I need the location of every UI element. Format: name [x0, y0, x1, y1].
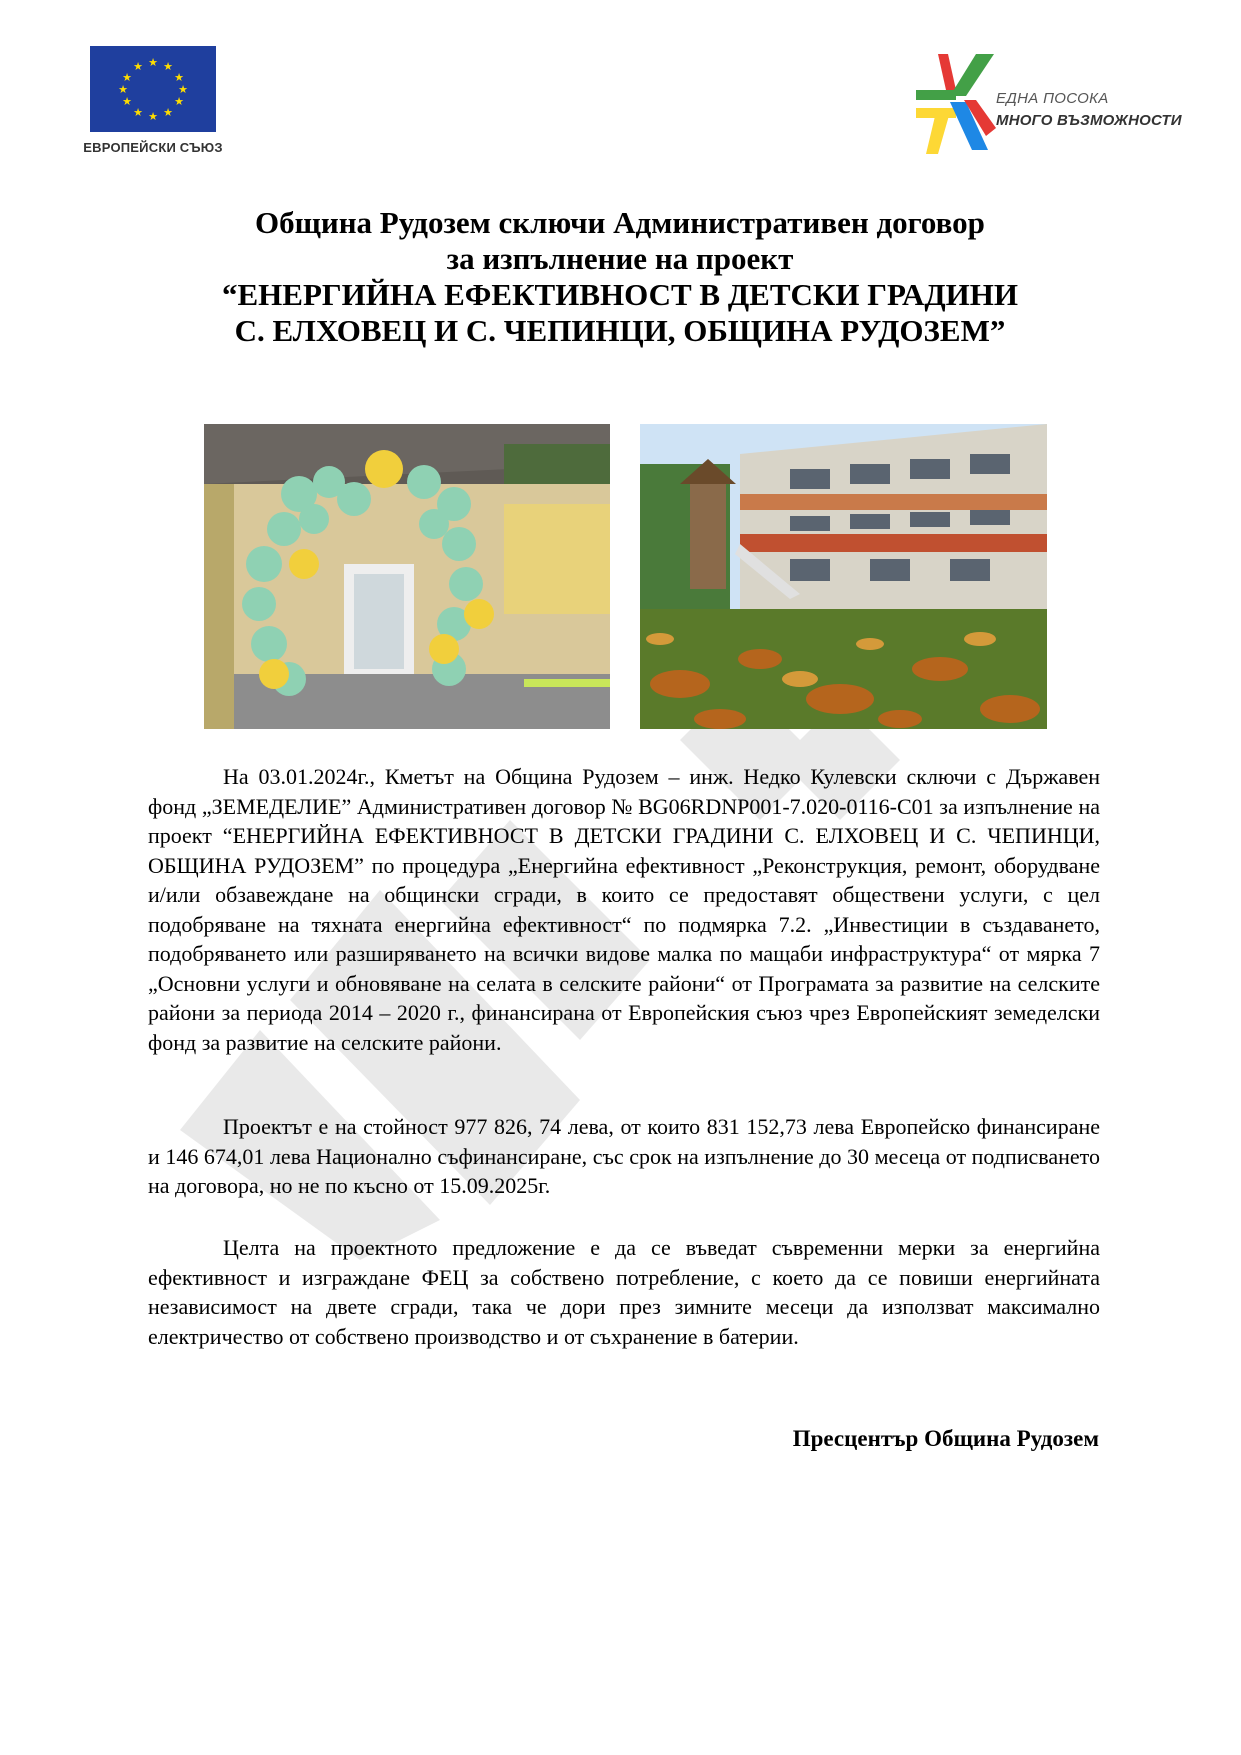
svg-text:★: ★ — [163, 60, 173, 73]
kindergarten-balloon-photo — [204, 424, 610, 729]
svg-text:★: ★ — [174, 71, 184, 84]
paragraph-contract-details: На 03.01.2024г., Кметът на Община Рудозем – инж. Недко Кулевски сключи с Държавен фонд „ЗЕМЕДЕЛИЕ” Административен договор № BG06RDNP001-7.020-0116-C01 за изпълнение на проект “ЕНЕРГИЙНА ЕФЕКТИВНОСТ В ДЕТСКИ ГРАДИНИ С. ЕЛХОВЕЦ И С. ЧЕПИНЦИ, ОБЩИНА РУДОЗЕМ” по процедура „Енергийна ефективност „Реконструкция, ремонт, оборудване и/или обзавеждане на общински сгради, в които се предоставят обществени услуги, с цел подобряване на тяхната енергийна ефективност“ по подмярка 7.2. „Инвестиции в създаването, подобряването или разширяването на всички видове малка по мащаби инфраструктура“ от мярка 7 „Основни услуги и обновяване на селата в селските райони“ от Програмата за развитие на селските райони за периода 2014 – 2020 г., финансирана от Европейския съюз чрез Европейският земеделски фонд за развитие на селските райони. — [148, 764, 1100, 1055]
svg-text:★: ★ — [133, 60, 143, 73]
eu-caption: ЕВРОПЕЙСКИ СЪЮЗ — [83, 140, 223, 155]
paragraph-project-goal: Целта на проектното предложение е да се въведат съвременни мерки за енергийна ефективност и изграждане ФЕЦ за собствено потребление, с което да се повиши енергийната независимост на двете сгради, така че дори през зимните месеци да използват максимално електричество от собствено производство и от съхранение в батерии. — [148, 1235, 1100, 1349]
press-center-signature: Пресцентър Община Рудозем — [792, 1426, 1099, 1451]
svg-text:★: ★ — [122, 95, 132, 108]
title-line-2: за изпълнение на проект — [446, 241, 794, 276]
svg-text:★: ★ — [122, 71, 132, 84]
program-logo-tagline-2: МНОГО ВЪЗМОЖНОСТИ — [996, 112, 1182, 129]
title-line-1: Община Рудозем сключи Административен договор — [255, 205, 985, 240]
svg-text:★: ★ — [174, 95, 184, 108]
svg-text:★: ★ — [118, 83, 128, 96]
svg-text:★: ★ — [178, 83, 188, 96]
eu-flag-logo — [90, 46, 216, 132]
paragraph-project-value: Проектът е на стойност 977 826, 74 лева, от които 831 152,73 лева Европейско финансиране и 146 674,01 лева Национално съфинансиране, със срок на изпълнение до 30 месеца от подписването на договора, но не по късно от 15.09.2025г. — [148, 1114, 1100, 1198]
svg-text:★: ★ — [133, 106, 143, 119]
program-logo-tagline-1: ЕДНА ПОСОКА — [996, 90, 1109, 107]
title-line-4: С. ЕЛХОВЕЦ И С. ЧЕПИНЦИ, ОБЩИНА РУДОЗЕМ” — [234, 313, 1006, 348]
svg-text:★: ★ — [163, 106, 173, 119]
program-logo-icon — [916, 50, 1006, 160]
document-title — [120, 205, 1120, 349]
title-line-3: “ЕНЕРГИЙНА ЕФЕКТИВНОСТ В ДЕТСКИ ГРАДИНИ — [221, 277, 1019, 312]
svg-text:★: ★ — [148, 56, 158, 69]
svg-text:★: ★ — [148, 110, 158, 123]
kindergarten-building-photo — [640, 424, 1047, 729]
